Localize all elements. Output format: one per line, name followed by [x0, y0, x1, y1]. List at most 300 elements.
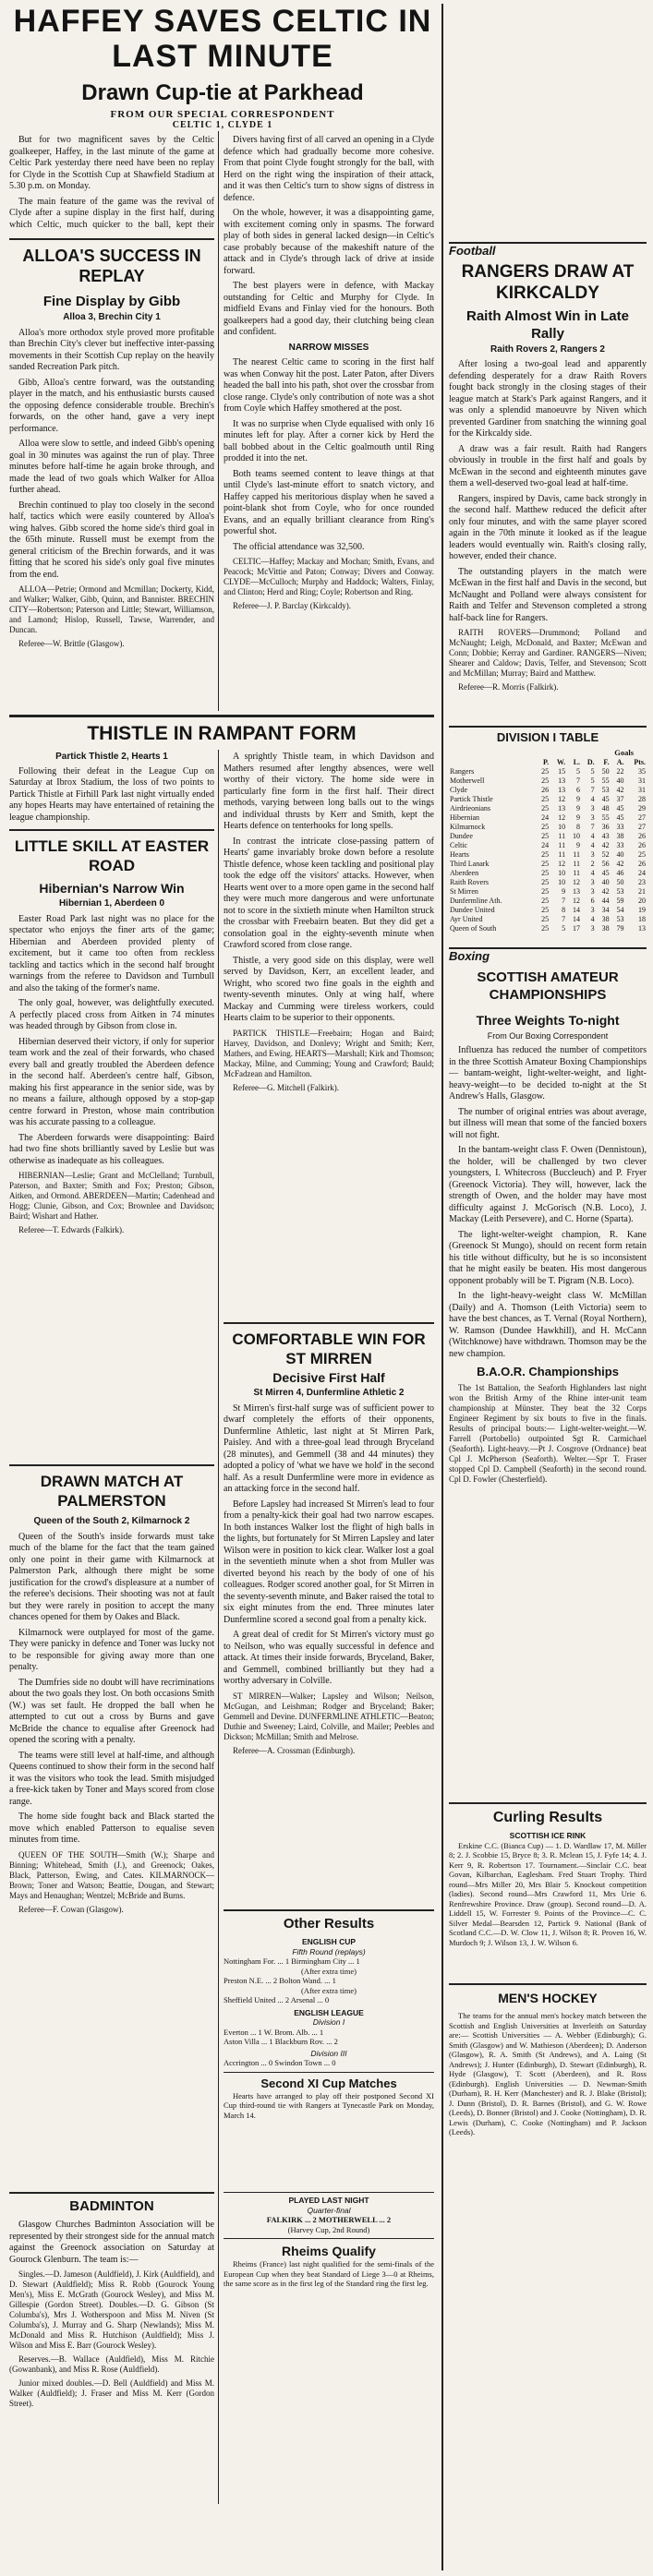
- table-cell: 12: [558, 794, 566, 803]
- bao-headline: B.A.O.R. Championships: [477, 1365, 619, 1378]
- thistle-intro: [9, 752, 214, 824]
- table-cell: 12: [573, 896, 581, 905]
- paragraph: Influenza has reduced the number of competitors in the three Scottish Amateur Boxing Championships — bantam-weight, light-welter-weight, and light-heavy-weight—to be decided to-night at the St Andrew's Halls, Glasgow.: [449, 1045, 647, 1101]
- table-cell: 44: [601, 896, 610, 905]
- paragraph: The main feature of the game was the revival of Clyde after a supine display in the first half, during which Celtic, much quicker to the ball, kept their: [9, 196, 214, 229]
- table-row: [449, 823, 647, 832]
- table-cell: 45: [601, 794, 610, 803]
- second-xi-headline: Second XI Cup Matches: [260, 2076, 397, 2090]
- table-cell: 5: [590, 766, 595, 776]
- paragraph: But for two magnificent saves by the Celtic goalkeeper, Haffey, in the last minute of the game at Celtic Park yesterday there need have been no replay for Clyde in the Scottish Cup at Shawfield Stadium at 5.30 p.m. on Monday.: [9, 135, 214, 191]
- table-cell: 29: [638, 803, 646, 813]
- table-cell: Clyde: [450, 785, 468, 794]
- table-cell: 31: [638, 776, 646, 785]
- paragraph: The only goal, however, was delightfully executed. A perfectly placed cross from Aitken in 74 minutes was headed through by Gibson from close in.: [9, 998, 214, 1031]
- table-row: [449, 887, 647, 897]
- table-cell: 4: [590, 831, 595, 840]
- team-lineups: ALLOA—Petrie; Ormond and Mcmillan; Dockerty, Kidd, and Walker; Walker, Gibb, Quinn, and Bannister. BRECHIN CITY—Robertson; Paterson and Little; Stewart, Williamson, and Lamond; Hislop, Russell, Tawse, Warrender, and Duncan.: [9, 584, 214, 634]
- table-cell: 55: [601, 813, 610, 822]
- table-cell: 42: [601, 886, 610, 896]
- paragraph: Following their defeat in the League Cup on Saturday at Ibrox Stadium, the loss of two points to Partick Thistle at Firhill Park last night virtually ended any hopes Hearts may have entertained of retaining the league championship.: [9, 765, 214, 823]
- paragraph: Divers having first of all carved an opening in a Clyde defence which had gradually become more cohesive. From that point Clyde fought strongly for the ball, with Herd on the right wing the inspiration of their attack, and it was then Celtic's turn to show signs of distress in defence.: [224, 135, 434, 203]
- table-cell: 4: [590, 840, 595, 849]
- paragraph: Glasgow Churches Badminton Association will be represented by their strongest side for the annual match against the Greenock association on Saturday at Gourock Glenburn. The team is:—: [9, 2220, 214, 2265]
- divider: [9, 2192, 214, 2194]
- divider: [9, 1464, 214, 1466]
- table-cell: 3: [590, 849, 595, 859]
- table-cell: 12: [573, 877, 581, 886]
- table-cell: 54: [616, 905, 624, 914]
- table-cell: 25: [541, 905, 550, 914]
- table-cell: Motherwell: [450, 776, 485, 785]
- played-last-night: [224, 2192, 434, 2506]
- table-cell: 27: [638, 813, 646, 822]
- referee: Referee—W. Brittle (Glasgow).: [18, 639, 125, 648]
- table-header-row: [449, 758, 647, 767]
- table-cell: 53: [616, 886, 624, 896]
- paragraph: The home side fought back and Black started the move which enabled Patterson to equalise seven minutes from time.: [9, 1812, 214, 1845]
- kirkcaldy-headline: RANGERS DRAW AT KIRKCALDY: [461, 261, 635, 303]
- paragraph: The 1st Battalion, the Seaforth Highlanders last night won the British Army of the Rhine inter-unit team championship at Münster. They beat the 32 Corps Engineer Regiment by six bouts to five in the finals. Results of principal bouts:— Light-welter-weight.—W. Farrell (Portobello) outpointed Sgt R. Carmichael (Seaforth). Light-heavy.—Pt J. Cosgrove (Ordnance) beat Cpl J. McPherson (Seaforth). Welter.—Spr T. Fraser stopped Cpl D. Campbell (Seaforth) in the second round. Cpl D. Fowler (Chesterfield).: [449, 1383, 647, 1484]
- divider: [449, 726, 647, 728]
- paragraph: Thistle, a very good side on this display, were well served by Davidson, Kerr, an excellent leader, and Wright, who scored two fine goals in the eighth and twenty-seventh minutes. Only at wing half, where Mackay and Cumming were tireless workers, could Hearts claim to be superior to their opponents.: [224, 955, 434, 1023]
- paragraph: The Aberdeen forwards were disappointing: Baird had two fine shots brilliantly saved by Leslie but was otherwise as inadequate as his colleagues.: [9, 1132, 214, 1166]
- table-cell: 50: [601, 766, 610, 776]
- table-cell: 13: [558, 785, 566, 794]
- palmerston-story: [9, 1464, 214, 2185]
- alloa-headline: ALLOA'S SUCCESS IN REPLAY: [22, 247, 201, 285]
- table-cell: 14: [573, 914, 581, 923]
- easter-road-score: Hibernian 1, Aberdeen 0: [58, 898, 165, 909]
- boxing-headline: SCOTTISH AMATEUR CHAMPIONSHIPS: [477, 969, 619, 1003]
- divider: [449, 1802, 647, 1804]
- table-cell: 25: [638, 849, 646, 859]
- table-cell: 38: [601, 923, 610, 933]
- result-note: (After extra time): [301, 1966, 357, 1976]
- boxing-byline: From Our Boxing Correspondent: [487, 1030, 609, 1041]
- result-line: FALKIRK ... 2 MOTHERWELL ... 2: [266, 2215, 392, 2224]
- played-sub: Quarter-final: [307, 2205, 351, 2215]
- table-row: [449, 841, 647, 850]
- column-rule: [441, 4, 443, 2570]
- table-cell: 56: [601, 859, 610, 868]
- table-cell: 45: [616, 803, 624, 813]
- easter-road-subheadline: Hibernian's Narrow Win: [39, 881, 185, 896]
- table-cell: 12: [558, 859, 566, 868]
- table-cell: 11: [558, 849, 566, 859]
- paragraph: The official attendance was 32,500.: [233, 541, 365, 552]
- table-row: [449, 924, 647, 933]
- column-rule: [218, 750, 219, 2504]
- main-headline: HAFFEY SAVES CELTIC IN LAST MINUTE: [13, 4, 432, 74]
- table-cell: 6: [576, 785, 581, 794]
- referee: Referee—R. Morris (Falkirk).: [458, 682, 559, 692]
- table-cell: 25: [541, 923, 550, 933]
- table-cell: 7: [562, 914, 566, 923]
- table-cell: 27: [638, 822, 646, 831]
- results-section-sub: Fifth Round (replays): [292, 1946, 366, 1956]
- hockey-headline: MEN'S HOCKEY: [498, 1991, 598, 2005]
- results-section-title: ENGLISH LEAGUE: [294, 2007, 364, 2017]
- thistle-score: Partick Thistle 2, Hearts 1: [55, 752, 168, 762]
- table-cell: 33: [616, 822, 624, 831]
- paragraph: Brechin continued to play too closely in the second half, tactics which were easily countered by Alloa's wing halves. Gibb scored the home side's third goal in the 65th minute. Russell must be exempt from the general criticism of the Brechin forwards, and it was fitting that he scored his side's only goal five minutes from the end.: [9, 500, 214, 580]
- table-cell: 24: [541, 840, 550, 849]
- st-mirren-subheadline: Decisive First Half: [272, 1370, 385, 1385]
- alloa-story: [9, 238, 214, 709]
- table-header-cell: D.: [586, 757, 595, 766]
- paragraph: Singles.—D. Jameson (Auldfield), J. Kirk (Auldfield), and D. Stewart (Auldfield); Miss R. Robb (Gourock Young Men's), Miss E. McGrath (Gourock Wesley), and Miss M. Gillespie (Gordon Street). Doubles.—D. G. Gibson (St Columba's), Mrs J. Wotherspoon and Miss M. Niven (St Columba's), J. Murray and G. Sharp (Newlands); Miss M. McDonald and Miss R. Hutchison (Auldfield); Miss J. Wilson and Miss E. Barr (Gourock Wesley).: [9, 2269, 214, 2350]
- results-section-sub: Division III: [310, 2048, 347, 2058]
- table-row: [449, 906, 647, 915]
- main-byline: FROM OUR SPECIAL CORRESPONDENT: [110, 109, 335, 120]
- result-line: Accrington ... 0 Swindon Town ... 0: [224, 2058, 336, 2067]
- table-cell: Queen of South: [450, 923, 497, 933]
- table-row: [449, 897, 647, 906]
- table-cell: Airdrieonians: [450, 803, 490, 813]
- team-lineups: ST MIRREN—Walker; Lapsley and Wilson; Neilson, McGugan, and Leishman; Rodger and Bryceland; Baker; Gemmell and Devine. DUNFERMLINE ATHLETIC—Beaton; Duthie and Sweeney; Laird, Colville, and Mailer; Peebles and Dickson; McMillan; Smith and Melrose.: [224, 1691, 434, 1741]
- table-title: DIVISION I TABLE: [496, 730, 599, 744]
- division-table: [449, 726, 647, 942]
- other-results-headline: Other Results: [283, 1916, 375, 1932]
- palmerston-headline: DRAWN MATCH AT PALMERSTON: [40, 1473, 184, 1510]
- table-cell: 5: [590, 776, 595, 785]
- table-cell: 25: [541, 766, 550, 776]
- table-cell: Hearts: [450, 849, 469, 859]
- table-cell: 26: [638, 840, 646, 849]
- table-cell: 24: [541, 813, 550, 822]
- table-cell: 25: [541, 849, 550, 859]
- alloa-score: Alloa 3, Brechin City 1: [63, 312, 161, 322]
- divider: [9, 715, 434, 717]
- table-cell: 11: [573, 868, 581, 877]
- result-note: (Harvey Cup, 2nd Round): [287, 2224, 370, 2234]
- table-cell: Celtic: [450, 840, 468, 849]
- paragraph: Erskine C.C. (Bianca Cup) — 1. D. Wardlaw 17, M. Miller 8; 2. J. Scobbie 15, Bryce 8; 3. R. Mclean 15, J. Fyfe 14; 4. J. Kerr 9, R. Robertson 17. Tournament.—Sinclair C.C. beat Govan, Kilbarchan, Eaglesham. Fred Stuart Trophy. Third round—Mrs Miller 20, Mrs Blair 5. Knockout competition (ladies). Second round—Mrs Crawford 11, Mrs Urie 6. Renfrewshire Province. Draw (group). Second round—D. A. Liddell 15, W. Forrester 9. Points of the Province—C. C. Silver Medal—Bearsden 12, Partick 9. National (Bank of Scotland C.C.—D. W. Clow 11, J. Wilson 8; R. Proven 16, W. Murdoch 9; J. Wilson 13, J. W. Wilson 6.: [449, 1840, 647, 1947]
- paragraph: Easter Road Park last night was no place for the spectator who enjoys the finer arts of the game; Hibernian and Aberdeen provided plenty of excitement, but it came too often from reckless tackling and tactics which in the second half brought warnings from the referee to Davidson and Turnbull and also the taking of the former's name.: [9, 913, 214, 993]
- section-label-football: Football: [449, 244, 496, 258]
- table-cell: 7: [590, 785, 595, 794]
- paragraph: Hibernian deserved their victory, if only for superior team work and the zeal of their forwards, who chased every ball and greatly troubled the Aberdeen defence in the second half. Aberdeen's centre half, Gibson, making his first appearance in the senior side, was by no means a failure, although opposed by a stop-gap centre forward in Preston, whose main contribution was his accurate passing to a colleague.: [9, 1036, 214, 1127]
- main-subheadline: Drawn Cup-tie at Parkhead: [81, 80, 364, 105]
- paragraph: The Dumfries side no doubt will have recriminations about the two goals they lost. On both occasions Smith (W.) was set fault. He dropped the ball when he attempted to cut out a cross by Burns and gave McBride the chance to equalise after Greenock had opened the scoring with a penalty.: [9, 1677, 214, 1745]
- table-row: [449, 832, 647, 841]
- paragraph: The best players were in defence, with Mackay outstanding for Celtic and Murphy for Clyde. In midfield Evans and Finlay vied for the honours. Both goalkeepers had a good day, their clutching being clean and confident.: [224, 281, 434, 337]
- divider: [449, 1983, 647, 1985]
- divider: [224, 1322, 434, 1324]
- table-header-cell: [449, 758, 535, 767]
- table-cell: 10: [573, 831, 581, 840]
- table-cell: 6: [590, 896, 595, 905]
- paragraph: A sprightly Thistle team, in which Davidson and Mathers resumed after lengthy absences, were well worthy of their victory. The home side were in particularly fine form in the first half. Their direct methods, varying between long balls out to the wings and individual thrusts by Kerr and Smith, kept the Hearts defence on tenterhooks for long spells.: [224, 752, 434, 831]
- table-cell: 42: [616, 785, 624, 794]
- paragraph: The outstanding players in the match were McEwan in the first half and Davis in the second, but McNaught and Polland were always consistent for Raith and Telfer and Stevenson completed a strong half-back line for Rangers.: [449, 566, 647, 623]
- referee: Referee—T. Edwards (Falkirk).: [18, 1225, 125, 1234]
- table-cell: 26: [541, 785, 550, 794]
- table-cell: Dundee United: [450, 905, 495, 914]
- table-header-cell: A.: [616, 757, 624, 766]
- table-cell: 26: [638, 859, 646, 868]
- rheims-headline: Rheims Qualify: [282, 2244, 376, 2258]
- table-cell: 20: [638, 896, 646, 905]
- table-cell: 35: [638, 766, 646, 776]
- table-cell: 17: [573, 923, 581, 933]
- table-cell: 26: [638, 831, 646, 840]
- table-cell: 48: [601, 803, 610, 813]
- palmerston-score: Queen of the South 2, Kilmarnock 2: [33, 1516, 190, 1526]
- table-cell: 11: [573, 849, 581, 859]
- table-cell: 10: [558, 822, 566, 831]
- paragraph: St Mirren's first-half surge was of sufficient power to dwarf completely the efforts of their opponents, Dunfermline Athletic, last night at St Mirren Park, Paisley. And with a three-goal lead through Bryceland (28 minutes), and Gemmell (38 and 44 minutes) they adopted a policy of 'what we have we hold' in the second half. As a result Dunfermline were more in evidence as an attacking force in the second half.: [224, 1402, 434, 1494]
- referee: Referee—J. P. Barclay (Kirkcaldy).: [233, 601, 351, 610]
- table-cell: 28: [638, 794, 646, 803]
- table-cell: 3: [590, 923, 595, 933]
- table-row: [449, 869, 647, 878]
- table-row: [449, 915, 647, 924]
- table-cell: 7: [562, 896, 566, 905]
- table-cell: 3: [590, 877, 595, 886]
- divider: [449, 242, 647, 244]
- table-header-cell: Pts.: [634, 757, 646, 766]
- table-cell: 52: [601, 849, 610, 859]
- table-cell: 11: [558, 840, 566, 849]
- table-cell: 40: [616, 776, 624, 785]
- table-cell: Kilmarnock: [450, 822, 486, 831]
- table-cell: 18: [638, 914, 646, 923]
- table-cell: 25: [541, 886, 550, 896]
- curling-headline: Curling Results: [492, 1810, 603, 1825]
- table-cell: 9: [576, 840, 581, 849]
- table-cell: 13: [638, 923, 646, 933]
- paragraph: Rangers, inspired by Davis, came back strongly in the second half. Matthew reduced the deficit after only four minutes, and with the same player scored again in the 70th minute it looked as if the league leaders would eventually win. Raith's closing rally, however, ended their chance.: [449, 493, 647, 561]
- st-mirren-score: St Mirren 4, Dunfermline Athletic 2: [253, 1388, 405, 1398]
- table-header-cell: F.: [603, 757, 610, 766]
- table-cell: 9: [576, 803, 581, 813]
- divider: [224, 2238, 434, 2239]
- table-row: [449, 767, 647, 776]
- table-cell: 3: [590, 905, 595, 914]
- table-cell: 36: [601, 822, 610, 831]
- results-section-title: ENGLISH CUP: [301, 1937, 357, 1946]
- referee: Referee—A. Crossman (Edinburgh).: [233, 1745, 356, 1755]
- paragraph: Before Lapsley had increased St Mirren's lead to four from a penalty-kick their goal had two narrow escapes. In both instances Walker lost the flight of high balls in the lights, but fortunately for St Mirren Lapsley and later Wilson were in position to kick clear. Walker lost a goal in the seventieth minute when a shot from Muller was diverted beyond his reach by the body of one of his colleagues. Rodger scored another goal, for St Mirren in the seventy-seventh minute, and Baker raised the total to six eight minutes from the end. Three minutes later Dunfermline scored a second goal from a penalty kick.: [224, 1499, 434, 1625]
- easter-road-headline: LITTLE SKILL AT EASTER ROAD: [14, 837, 210, 874]
- table-cell: 7: [576, 776, 581, 785]
- column-rule: [218, 131, 219, 711]
- table-cell: 14: [573, 905, 581, 914]
- table-cell: 53: [601, 785, 610, 794]
- table-cell: 4: [590, 868, 595, 877]
- paragraph: The light-welter-weight champion, R. Kane (Greenock St Mungo), should on recent form retain his title without difficulty, but he is so inconsistent that he might easily be beaten. His most dangerous opponent probably will be T. Pigram (N.B. Loco).: [449, 1229, 647, 1286]
- table-cell: 2: [590, 859, 595, 868]
- badminton-story: [9, 2192, 214, 2506]
- table-cell: 25: [541, 794, 550, 803]
- table-cell: 33: [616, 840, 624, 849]
- table-header-cell: L.: [573, 757, 581, 766]
- table-cell: 24: [638, 868, 646, 877]
- narrow-misses-head: NARROW MISSES: [288, 342, 369, 353]
- table-cell: 23: [638, 877, 646, 886]
- paragraph: The teams for the annual men's hockey match between the Scottish and English Universities at Inverleith on Saturday are:— Scottish Universities — A. Webber (Edinburgh); G. Smith (Glasgow) and W. Mathieson (Aberdeen); D. Anderson (Glasgow), R. A. Smith (St Andrews), and A. Laing (St Andrews); J. Hunter (Edinburgh), D. Stewart (Edinburgh), R. Hyde (Glasgow), T. Scott (Aberdeen), and R. Ross (Edinburgh). English Universities — D. Newman-Smith (Durham), R. H. Kerr (Manchester) and R. J. Blake (Bristol); J. Dunn (Bristol), D. R. Barnes (Bristol), and G. W. Rowe (Leeds), D. Bonner (Bristol) and J. Cooke (Nottingham), D. R. Lewis (Durham), C. Cooke (Nottingham) and P. Jackson (Leeds).: [449, 2011, 647, 2137]
- table-cell: 45: [616, 813, 624, 822]
- table-cell: 53: [616, 914, 624, 923]
- paragraph: On the whole, however, it was a disappointing game, with excitement coming only in spasms. The forward play of both sides in general lacked design—in Celtic's case probably because of the makeshift nature of the attack and in Clyde's through lack of drive at inside forward.: [224, 208, 434, 276]
- table-cell: 3: [590, 886, 595, 896]
- paragraph: The teams were still level at half-time, and although Queens continued to show their form in the second half it was the visitors who took the lead. Smith misjudged a free-kick taken by Toner and Mays scored from close range.: [9, 1750, 214, 1807]
- result-line: Preston N.E. ... 2 Bolton Wand. ... 1: [224, 1976, 336, 1985]
- kirkcaldy-score: Raith Rovers 2, Rangers 2: [490, 343, 605, 355]
- table-cell: 4: [590, 914, 595, 923]
- paragraph: Junior mixed doubles.—D. Bell (Auldfield) and Miss M. Walker (Auldfield); J. Fraser and Miss M. Kerr (Gordon Street).: [9, 2378, 214, 2408]
- thistle-headline: THISTLE IN RAMPANT FORM: [87, 723, 357, 744]
- paragraph: In the light-heavy-weight class W. McMillan (Daily) and A. Thomson (Leith Victoria) seem to have the best chances, as T. Vernal (Royal Northern), W. Ramson (Dundee Hawkhill), and H. McCann (Witchknowe) have withdrawn. Thomson may be the new champion.: [449, 1291, 647, 1359]
- table-cell: 59: [616, 896, 624, 905]
- result-line: Sheffield United ... 2 Arsenal ... 0: [224, 1995, 330, 2004]
- table-cell: Partick Thistle: [450, 794, 493, 803]
- table-cell: 25: [541, 896, 550, 905]
- table-cell: 12: [558, 813, 566, 822]
- table-cell: 10: [558, 868, 566, 877]
- table-cell: 11: [573, 859, 581, 868]
- table-cell: 43: [601, 831, 610, 840]
- table-cell: 9: [562, 886, 566, 896]
- results-section-sub: Division I: [312, 2017, 345, 2027]
- goals-label: Goals: [614, 748, 634, 757]
- divider: [9, 238, 214, 240]
- paragraph: In contrast the intricate close-passing pattern of Hearts' game invariably broke down before a resolute Thistle defence, whose keen tackling and positional play took the edge off the visitors' attacks. However, when Hearts went over to a more open game in the second half they were much more dangerous and were unfortunate not to score in the sixtieth minute when Hamilton struck the crossbar with Freebairn beaten. But they did get a consolation goal in the eighty-seventh minute when Crawford scored from close range.: [224, 836, 434, 950]
- team-lineups: PARTICK THISTLE—Freebairn; Hogan and Baird; Harvey, Davidson, and Donlevy; Wright and Smith; Kerr, Mathers, and Ewing. HEARTS—Marshall; Kirk and Thomson; Mackay, Milne, and Cumming; Young and Crawford; Bauld; McFadzean and Hamilton.: [224, 1028, 434, 1078]
- table-cell: 55: [601, 776, 610, 785]
- paragraph: A great deal of credit for St Mirren's victory must go to Neilson, who was equally successful in defence and attack. At times their inside forwards, Bryceland, Baker, and Gemmell, combined brilliantly but they had a worthy adversary in Colville.: [224, 1630, 434, 1686]
- table-cell: 31: [638, 785, 646, 794]
- boxing-subheadline: Three Weights To-night: [476, 1012, 620, 1028]
- team-lineups: CELTIC—Haffey; Mackay and Mochan; Smith, Evans, and Peacock; McVittie and Paton; Conway; Divers and Conway. CLYDE—McCulloch; Murphy and Haddock; Walters, Finlay, and Clinton; Herd and Ring; Coyle; Robertson and Ring.: [224, 557, 434, 596]
- table-row: [449, 878, 647, 887]
- boxing-story: [449, 947, 647, 1612]
- table-cell: 25: [541, 859, 550, 868]
- table-cell: 25: [541, 803, 550, 813]
- curling-sub: SCOTTISH ICE RINK: [509, 1831, 586, 1840]
- table-cell: St Mirren: [450, 886, 478, 896]
- paragraph: Hearts have arranged to play off their postponed Second XI Cup third-round tie with Rangers at Tynecastle Park on Monday, March 14.: [224, 2090, 434, 2120]
- table-cell: 9: [576, 813, 581, 822]
- table-cell: 4: [590, 794, 595, 803]
- paragraph: Queen of the South's inside forwards must take much of the blame for the fact that the team gained only one point in their game with Kilmarnock at Palmerston Park, although there might be some justification for the crowd's displeasure at a number of the referee's decisions. Their shooting was not at fault but they were rarely in position to accept the many chances opened for them by Oakes and Black.: [9, 1531, 214, 1622]
- divider: [9, 829, 214, 831]
- table-cell: 38: [601, 914, 610, 923]
- table-row: [449, 795, 647, 804]
- table-cell: 25: [541, 776, 550, 785]
- paragraph: Reserves.—B. Wallace (Auldfield), Miss M. Ritchie (Gowanbank), and Miss R. Rose (Auldfield).: [9, 2354, 214, 2374]
- table-cell: 34: [601, 905, 610, 914]
- played-headline: PLAYED LAST NIGHT: [288, 2196, 369, 2205]
- team-lineups: RAITH ROVERS—Drummond; Polland and McNaught; Leigh, McDonald, and Baxter; McEwan and Conn; Dobbie; Kerray and Gardiner. RANGERS—Niven; Shearer and Caldow; Davis, Telfer, and Stevenson; Scott and McMillan; Murray; Baird and Matthew.: [449, 628, 647, 678]
- paragraph: It was no surprise when Clyde equalised with only 16 minutes left for play. After a corner kick by Herd the ball bobbed about in the Celtic goalmouth until Ring prodded it into the net.: [224, 418, 434, 463]
- table-cell: 25: [541, 914, 550, 923]
- kirkcaldy-story: [449, 242, 647, 720]
- paragraph: Alloa's more orthodox style proved more profitable than Brechin City's clever but ineffective inter-passing movements in their Scottish Cup replay on the heavily sanded Recreation Park pitch.: [9, 327, 214, 372]
- st-mirren-headline: COMFORTABLE WIN FOR ST MIRREN: [232, 1330, 426, 1367]
- table-header-cell: P.: [542, 757, 550, 766]
- table-cell: 25: [541, 868, 550, 877]
- table-cell: 42: [601, 840, 610, 849]
- table-cell: 42: [616, 859, 624, 868]
- table-cell: 10: [558, 877, 566, 886]
- team-lineups: HIBERNIAN—Leslie; Grant and McClelland; Turnbull, Paterson, and Baxter; Smith and Fox; Preston; Gibson, Aitken, and Ormond. ABERDEEN—Martin; Cadenhead and Hogg; Clunie, Gibson, and Cox; Brownlee and Davidson; Baird; Wishart and Hather.: [9, 1171, 214, 1221]
- main-story-header: [6, 4, 440, 130]
- team-lineups: QUEEN OF THE SOUTH—Smith (W.); Sharpe and Binning; Whitehead, Smith (J.), and Greenock; Oakes, Black, Patterson, Ewing, and Cates. KILMARNOCK—Brown; Toner and Watson; Beattie, Dougan, and Stewart; Mays and Henaughan; Wentzel; McBride and Burns.: [9, 1849, 214, 1900]
- table-cell: Third Lanark: [450, 859, 490, 868]
- table-cell: 5: [562, 923, 566, 933]
- result-line: Aston Villa ... 1 Blackburn Rov. ... 2: [224, 2037, 338, 2046]
- referee: Referee—F. Cowan (Glasgow).: [18, 1904, 124, 1914]
- paragraph: The number of original entries was about average, but illness will mean that some of the fancied boxers will not fight.: [449, 1106, 647, 1140]
- main-score: CELTIC 1, CLYDE 1: [172, 120, 273, 130]
- table-cell: 21: [638, 886, 646, 896]
- table-row: [449, 804, 647, 813]
- table-cell: 3: [590, 803, 595, 813]
- badminton-headline: BADMINTON: [69, 2198, 154, 2214]
- table-cell: 3: [590, 813, 595, 822]
- table-cell: 15: [558, 766, 566, 776]
- hockey-story: [449, 1983, 647, 2214]
- paragraph: Both teams seemed content to leave things at that until Clyde's last-minute effort to snatch victory, and Haffey capped his meritorious display when he saved a point-blank shot from Coyle, who for once rounded Evans, and an equally brilliant clearance from Ring's powerful shot.: [224, 468, 434, 536]
- paragraph: A draw was a fair result. Raith had Rangers obviously in trouble in the first half and goals by McEwan in the second and eighteenth minutes gave them a well-deserved two-goal lead at half-time.: [449, 443, 647, 488]
- alloa-subheadline: Fine Display by Gibb: [42, 294, 181, 309]
- table-cell: 5: [576, 766, 581, 776]
- paragraph: After losing a two-goal lead and apparently defending desperately for a draw Raith Rovers fought back strongly in the closing stages of their league match at Stark's Park against Rangers, and it was only a splendid manoeuvre by Niven which prevented Gardiner from snatching the winning goal for the Kirkcaldy side.: [449, 359, 647, 439]
- table-cell: Aberdeen: [450, 868, 479, 877]
- referee: Referee—G. Mitchell (Falkirk).: [233, 1082, 339, 1092]
- table-cell: Dunfermline Ath.: [450, 896, 502, 905]
- table-cell: 50: [616, 877, 624, 886]
- table-row: [449, 776, 647, 786]
- divider: [224, 2072, 434, 2073]
- table-cell: 13: [558, 803, 566, 813]
- thistle-story: [224, 752, 434, 1315]
- table-cell: Ayr United: [450, 914, 483, 923]
- table-header-cell: W.: [556, 757, 566, 766]
- result-line: Everton ... 1 W. Brom. Alb. ... 1: [224, 2027, 324, 2037]
- other-results: [224, 1909, 434, 2186]
- table-cell: 7: [590, 822, 595, 831]
- table-cell: Dundee: [450, 831, 473, 840]
- table-cell: Raith Rovers: [450, 877, 489, 886]
- kirkcaldy-subheadline: Raith Almost Win in Late Rally: [466, 307, 629, 342]
- section-label-boxing: Boxing: [449, 949, 490, 963]
- table-cell: 13: [573, 886, 581, 896]
- table-cell: Rangers: [450, 766, 475, 776]
- main-story-col2: [224, 135, 434, 707]
- table-cell: 22: [616, 766, 624, 776]
- table-cell: 13: [558, 776, 566, 785]
- table-cell: 11: [558, 831, 566, 840]
- table-cell: 45: [601, 868, 610, 877]
- table-cell: 40: [601, 877, 610, 886]
- table-cell: 8: [562, 905, 566, 914]
- paragraph: Rheims (France) last night qualified for the semi-finals of the European Cup when they beat Standard of Liege 3—0 at Rheims, the same score as in the first leg of the Standard ring the first leg.: [224, 2259, 434, 2288]
- table-cell: 25: [541, 877, 550, 886]
- paragraph: In the bantam-weight class F. Owen (Dennistoun), the holder, will be challenged by two clever youngsters, I. Whitecross (Buccleuch) and P. Fryer (Greenock Victoria). They will, however, lack the strength of Owen, and the holder may have most difficulty against J. McGorisch (N.B. Loco), J. Mackay (Leith Persevere), and C. Horne (Sparta).: [449, 1145, 647, 1224]
- divider: [224, 2192, 434, 2193]
- easter-road-story: [9, 829, 214, 1457]
- result-line: Nottingham For. ... 1 Birmingham City ... 1: [224, 1956, 360, 1966]
- table-cell: 9: [576, 794, 581, 803]
- divider: [224, 1909, 434, 1911]
- table-cell: Hibernian: [450, 813, 479, 822]
- main-story-col1: [9, 135, 214, 229]
- table-cell: 38: [616, 831, 624, 840]
